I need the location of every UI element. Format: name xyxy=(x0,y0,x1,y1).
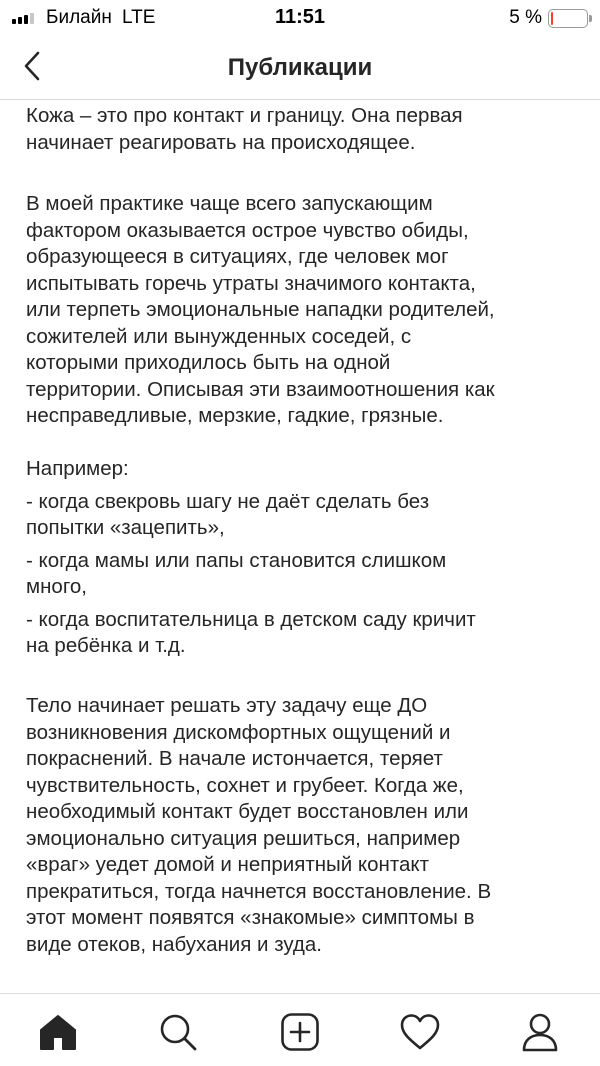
text-line: которыми приходилось быть на одной xyxy=(26,351,391,374)
text-line: эмоционально ситуация решиться, например xyxy=(26,826,461,850)
text-line: начинает реагировать на происходящее. xyxy=(26,130,416,154)
add-post-icon xyxy=(280,1012,320,1052)
text-line: виде отеков, набухания и зуда. xyxy=(26,932,322,956)
page-title: Публикации xyxy=(227,54,373,81)
nav-bar xyxy=(0,36,600,100)
text-line: фактором оказывается острое чувство обиды, xyxy=(26,218,469,242)
profile-icon xyxy=(520,1012,560,1052)
text-line: территории. Описывая эти взаимоотношения как xyxy=(26,377,495,401)
text-line: В моей практике чаще всего запускающим xyxy=(26,192,433,215)
post-caption xyxy=(0,100,600,1000)
text-line: - когда мамы или папы становится слишком xyxy=(26,548,447,572)
text-line: - когда воспитательница в детском саду кричит xyxy=(26,607,476,631)
tab-new-post[interactable] xyxy=(278,1010,322,1054)
tab-bar xyxy=(0,993,600,1066)
tab-home[interactable] xyxy=(36,1010,80,1054)
text-line: много, xyxy=(26,575,87,598)
paragraph-2 xyxy=(26,191,586,430)
text-line: на ребёнка и т.д. xyxy=(26,634,186,657)
text-line: образующееся в ситуациях, где человек мог xyxy=(26,245,449,268)
paragraph-4 xyxy=(26,693,586,958)
tab-activity[interactable] xyxy=(398,1010,442,1054)
text-line: покраснений. В начале истончается, теряет xyxy=(26,747,443,770)
text-line: возникновения дискомфортных ощущений и xyxy=(26,720,451,744)
tab-search[interactable] xyxy=(156,1010,200,1054)
text-line: прекратиться, тогда начнется восстановление. В xyxy=(26,879,492,903)
battery-percent: 5 % xyxy=(509,7,542,28)
text-line: «враг» уедет домой и неприятный контакт xyxy=(26,853,429,876)
text-line: несправедливые, мерзкие, гадкие, грязные. xyxy=(26,404,444,427)
text-line: чувствительность, сохнет и грубеет. Когда же, xyxy=(26,773,464,797)
paragraph-1 xyxy=(26,103,586,156)
text-line: необходимый контакт будет восстановлен или xyxy=(26,800,469,823)
battery-icon xyxy=(548,9,588,28)
search-icon xyxy=(158,1012,198,1052)
list-item xyxy=(26,489,586,542)
carrier-name: Билайн xyxy=(46,7,112,28)
paragraph-3-list xyxy=(26,456,586,660)
network-type: LTE xyxy=(122,7,156,28)
status-time: 11:51 xyxy=(274,6,326,28)
text-line: попытки «зацепить», xyxy=(26,516,225,539)
heart-icon xyxy=(399,1013,441,1051)
text-line: или терпеть эмоциональные нападки родителей, xyxy=(26,298,495,321)
home-icon xyxy=(38,1013,78,1051)
text-line: этот момент появятся «знакомые» симптомы в xyxy=(26,906,475,929)
battery-level xyxy=(551,12,553,25)
list-item xyxy=(26,548,586,601)
tab-profile[interactable] xyxy=(518,1010,562,1054)
list-intro: Например: xyxy=(26,457,129,480)
list-item xyxy=(26,607,586,660)
text-line: Тело начинает решать эту задачу еще ДО xyxy=(26,694,428,717)
status-bar xyxy=(0,0,600,36)
text-line: Кожа – это про контакт и границу. Она первая xyxy=(26,104,463,127)
text-line: - когда свекровь шагу не даёт сделать без xyxy=(26,489,430,513)
text-line: испытывать горечь утраты значимого контакта, xyxy=(26,271,476,295)
text-line: сожителей или вынужденных соседей, с xyxy=(26,324,412,348)
